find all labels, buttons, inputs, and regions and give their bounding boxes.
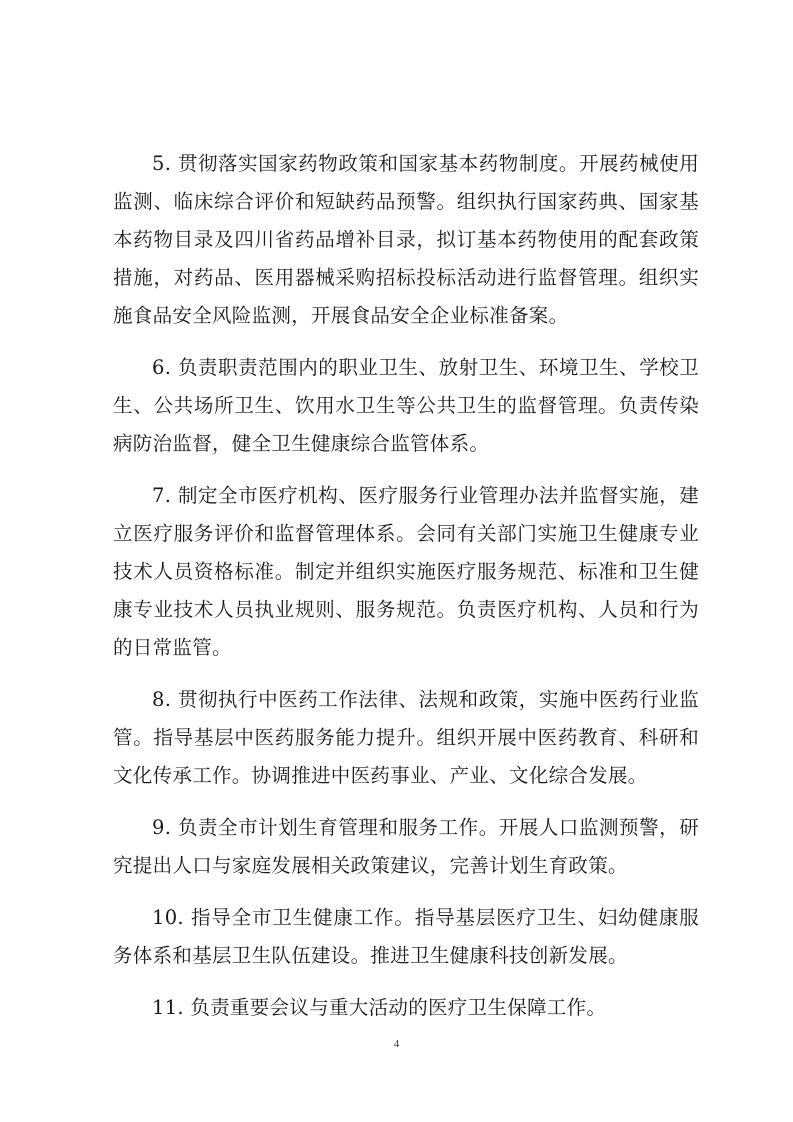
paragraph-item-7: 7. 制定全市医疗机构、医疗服务行业管理办法并监督实施，建立医疗服务评价和监督管理体系。会同有关部门实施卫生健康专业技术人员资格标准。制定并组织实施医疗服务规范、标准和卫生健康专业技术人员执业规则、服务规范。负责医疗机构、人员和行为的日常监管。 (113, 484, 699, 659)
paragraph-item-6: 6. 负责职责范围内的职业卫生、放射卫生、环境卫生、学校卫生、公共场所卫生、饮用水卫生等公共卫生的监督管理。负责传染病防治监督，健全卫生健康综合监管体系。 (113, 356, 699, 455)
body-text (113, 145, 699, 1041)
page-number: 4 (393, 1038, 400, 1050)
paragraph-item-5: 5. 贯彻落实国家药物政策和国家基本药物制度。开展药械使用监测、临床综合评价和短缺药品预警。组织执行国家药典、国家基本药物目录及四川省药品增补目录，拟订基本药物使用的配套政策措施，对药品、医用器械采购招标投标活动进行监督管理。组织实施食品安全风险监测，开展食品安全企业标准备案。 (113, 152, 699, 327)
paragraph-item-11: 11. 负责重要会议与重大活动的医疗卫生保障工作。 (152, 996, 607, 1019)
paragraph-item-9: 9. 负责全市计划生育管理和服务工作。开展人口监测预警，研究提出人口与家庭发展相关政策建议，完善计划生育政策。 (113, 816, 699, 877)
paragraph-item-8: 8. 贯彻执行中医药工作法律、法规和政策，实施中医药行业监管。指导基层中医药服务能力提升。组织开展中医药教育、科研和文化传承工作。协调推进中医药事业、产业、文化综合发展。 (113, 688, 699, 787)
paragraph-item-10: 10. 指导全市卫生健康工作。指导基层医疗卫生、妇幼健康服务体系和基层卫生队伍建设。推进卫生健康科技创新发展。 (113, 906, 699, 967)
